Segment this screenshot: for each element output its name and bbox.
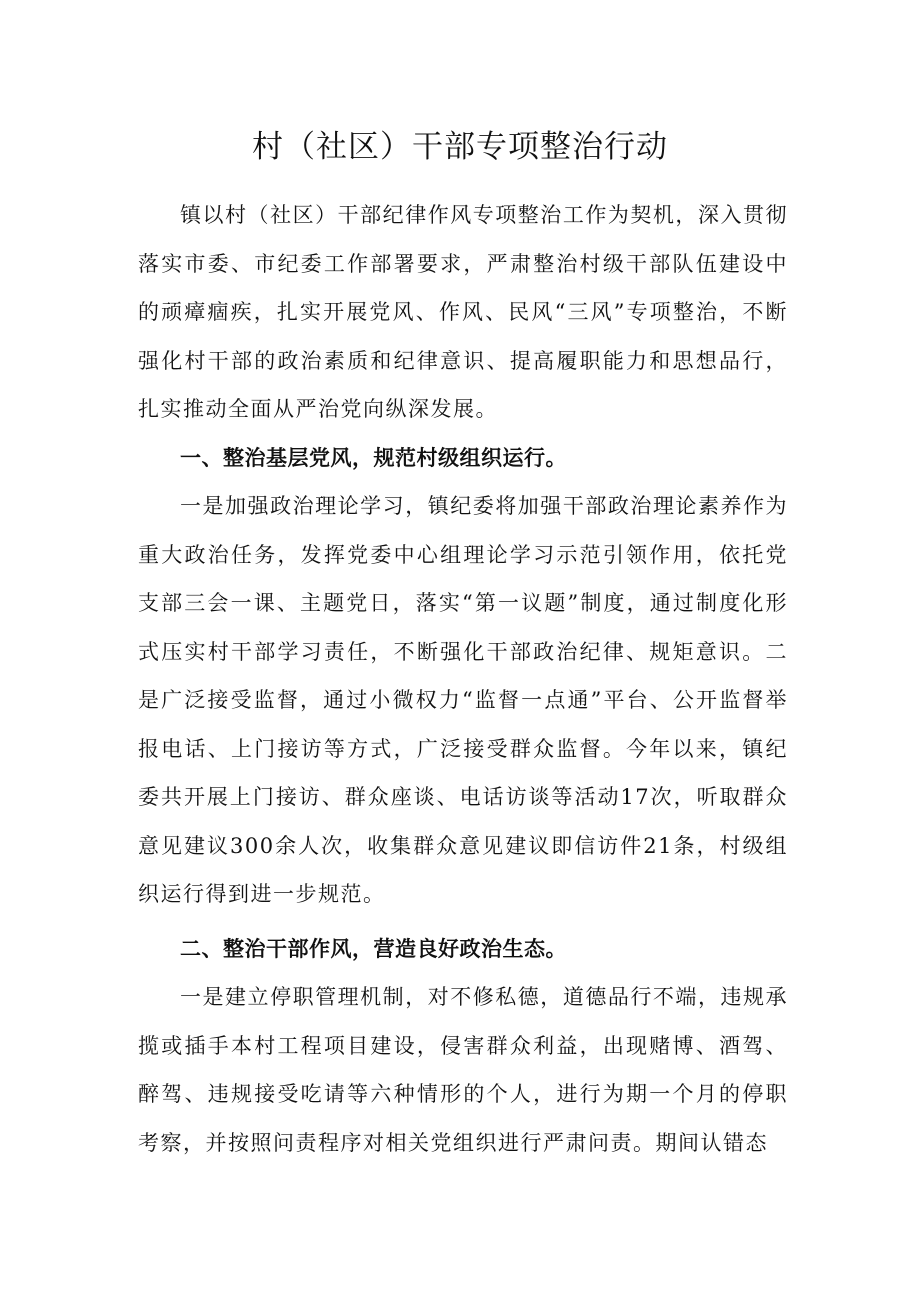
section-body-1: 一是加强政治理论学习，镇纪委将加强干部政治理论素养作为重大政治任务，发挥党委中心组理论学习示范引领作用，依托党支部三会一课、主题党日，落实“第一议题”制度，通过制度化形式压实村干部学习责任，不断强化干部政治纪律、规矩意识。二是广泛接受监督，通过小微权力“监督一点通”平台、公开监督举报电话、上门接访等方式，广泛接受群众监督。今年以来，镇纪委共开展上门接访、群众座谈、电话访谈等活动17次，听取群众意见建议300余人次，收集群众意见建议即信访件21条，村级组织运行得到进一步规范。 [138,494,788,906]
document-body [138,191,788,1167]
section-heading-1: 一、整治基层党风，规范村级组织运行。 [180,445,567,470]
section-heading-2: 二、整治干部作风，营造良好政治生态。 [180,936,567,961]
section-body-2: 一是建立停职管理机制，对不修私德，道德品行不端，违规承揽或插手本村工程项目建设，侵害群众利益，出现赌博、酒驾、醉驾、违规接受吃请等六种情形的个人，进行为期一个月的停职考察，并按照问责程序对相关党组织进行严肃问责。期间认错态 [138,985,788,1155]
document-title: 村（社区）干部专项整治行动 [252,129,668,165]
intro-paragraph: 镇以村（社区）干部纪律作风专项整治工作为契机，深入贯彻落实市委、市纪委工作部署要求，严肃整治村级干部队伍建设中的顽瘴痼疾，扎实开展党风、作风、民风“三风”专项整治，不断强化村干部的政治素质和纪律意识、提高履职能力和思想品行，扎实推动全面从严治党向纵深发展。 [138,203,788,421]
